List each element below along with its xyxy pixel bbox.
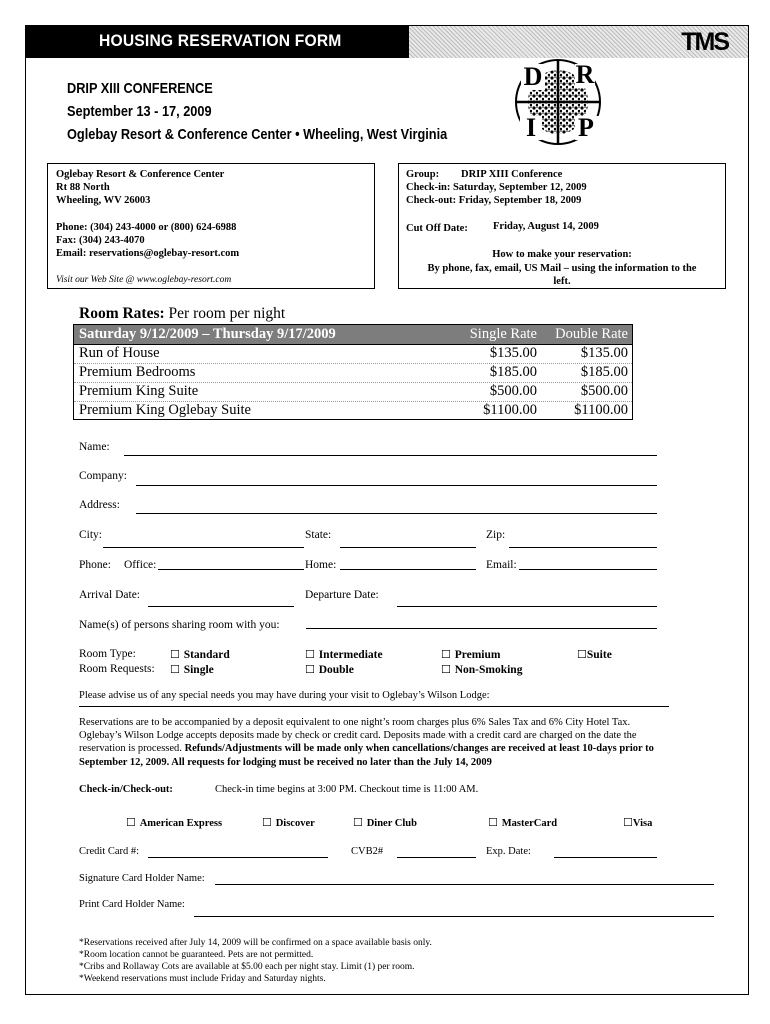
room-name: Premium Bedrooms [79,364,196,380]
room-type-premium[interactable]: ☐ Premium [441,648,501,661]
request-double[interactable]: ☐ Double [305,663,354,676]
note: *Room location cannot be guaranteed. Pets are not permitted. [79,950,314,960]
state-input[interactable] [340,547,476,548]
deposit-text-3: reservation is processed. Refunds/Adjustments will be made only when cancellations/changes are received at least 10-days prior to [79,743,654,754]
hotel-phone: Phone: (304) 243-4000 or (800) 624-6988 [56,222,237,233]
logo-letter-r: R [575,60,595,89]
departure-label: Departure Date: [305,589,379,601]
hotel-info-box [47,163,375,289]
rates-title: Room Rates: [79,305,165,322]
deposit-deadline: September 12, 2009. All requests for lodging must be received no later than the July 14, 2009 [79,757,492,768]
exp-date-label: Exp. Date: [486,846,531,857]
double-rate: $1100.00 [574,402,628,418]
special-needs-label: Please advise us of any special needs you may have during your visit to Oglebay’s Wilson Lodge: [79,690,490,701]
state-label: State: [305,529,332,541]
room-type-suite[interactable]: ☐Suite [577,648,612,661]
logo-letter-i: I [525,113,537,142]
checkbox-icon: ☐ [305,648,319,661]
double-rate-header: Double Rate [555,326,628,342]
room-type-label: Room Type: [79,648,136,660]
print-name-label: Print Card Holder Name: [79,899,185,910]
office-phone-label: Office: [124,559,157,571]
rates-header-row [74,325,632,345]
rates-table [73,324,633,420]
phone-label: Phone: [79,559,111,571]
sharing-input[interactable] [306,628,657,629]
cutoff-value: Friday, August 14, 2009 [493,221,599,232]
note: *Cribs and Rollaway Cots are available at $5.00 each per night stay. Limit (1) per room. [79,962,415,972]
special-needs-input[interactable] [79,706,669,707]
cutoff-label: Cut Off Date: [406,223,468,234]
checkbox-icon: ☐ [623,816,633,829]
group-value: DRIP XIII Conference [461,169,563,180]
logo-letter-d: D [523,62,543,91]
rate-row [74,382,632,401]
card-american-express[interactable]: ☐ American Express [126,816,223,829]
single-rate: $500.00 [489,383,537,399]
departure-input[interactable] [397,606,657,607]
request-non-smoking[interactable]: ☐ Non-Smoking [441,663,523,676]
card-mastercard[interactable]: ☐ MasterCard [488,816,558,829]
drip-logo-icon [508,58,608,146]
card-discover[interactable]: ☐ Discover [262,816,315,829]
name-input[interactable] [124,455,657,456]
double-rate: $185.00 [580,364,628,380]
city-input[interactable] [103,547,304,548]
checkin-checkout-text: Check-in time begins at 3:00 PM. Checkout time is 11:00 AM. [215,784,479,795]
card-diner-club[interactable]: ☐ Diner Club [353,816,417,829]
rates-subtitle: Per room per night [168,305,286,322]
zip-input[interactable] [509,547,657,548]
rate-row [74,344,632,363]
rate-row [74,401,632,420]
signature-label: Signature Card Holder Name: [79,873,205,884]
signature-input[interactable] [215,884,714,885]
checkbox-icon: ☐ [126,816,140,829]
conference-dates: September 13 - 17, 2009 [67,103,212,120]
office-phone-input[interactable] [158,569,304,570]
cvb2-input[interactable] [397,857,476,858]
room-name: Run of House [79,345,160,361]
zip-label: Zip: [486,529,506,541]
company-input[interactable] [136,485,657,486]
request-single[interactable]: ☐ Single [170,663,214,676]
checkbox-icon: ☐ [353,816,367,829]
checkin-date: Check-in: Saturday, September 12, 2009 [406,182,587,193]
brand-logo: TMS [681,28,728,56]
checkbox-icon: ☐ [262,816,276,829]
how-text-2: left. [553,276,571,287]
checkbox-icon: ☐ [441,648,455,661]
group-info-box [398,163,726,289]
hotel-email: Email: reservations@oglebay-resort.com [56,248,240,259]
double-rate: $135.00 [580,345,628,361]
hotel-fax: Fax: (304) 243-4070 [56,235,145,246]
card-visa[interactable]: ☐Visa [623,816,653,829]
room-type-standard[interactable]: ☐ Standard [170,648,230,661]
refund-policy: Refunds/Adjustments will be made only when cancellations/changes are received at least 10-days prior to [184,743,654,754]
arrival-label: Arrival Date: [79,589,140,601]
logo-letter-p: P [578,113,594,142]
single-rate: $185.00 [489,364,537,380]
checkbox-icon: ☐ [305,663,319,676]
checkin-checkout-label: Check-in/Check-out: [79,784,173,795]
checkbox-icon: ☐ [170,648,184,661]
title-bar [26,26,409,58]
credit-card-input[interactable] [148,857,328,858]
email-input[interactable] [519,569,657,570]
single-rate-header: Single Rate [469,326,537,342]
deposit-text-2: Oglebay’s Wilson Lodge accepts deposits made by check or credit card. Deposits made with a credit card are charged on the date the [79,730,637,741]
email-label: Email: [486,559,517,571]
hotel-city: Wheeling, WV 26003 [56,195,151,206]
form-title: HOUSING RESERVATION FORM [99,31,342,50]
note: *Reservations received after July 14, 2009 will be confirmed on a space available basis only. [79,938,432,948]
conference-venue: Oglebay Resort & Conference Center • Wheeling, West Virginia [67,126,448,143]
checkout-date: Check-out: Friday, September 18, 2009 [406,195,582,206]
address-input[interactable] [136,513,657,514]
how-title: How to make your reservation: [492,249,632,260]
brand-bar [409,26,748,58]
double-rate: $500.00 [580,383,628,399]
rates-date-range: Saturday 9/12/2009 – Thursday 9/17/2009 [79,326,336,342]
note: *Weekend reservations must include Friday and Saturday nights. [79,974,326,984]
checkbox-icon: ☐ [441,663,455,676]
room-name: Premium King Oglebay Suite [79,402,251,418]
checkbox-icon: ☐ [170,663,184,676]
group-label: Group: [406,169,440,180]
rates-heading [79,305,285,323]
hotel-name: Oglebay Resort & Conference Center [56,169,225,180]
room-requests-label: Room Requests: [79,663,155,675]
room-name: Premium King Suite [79,383,199,399]
company-label: Company: [79,470,127,482]
city-label: City: [79,529,103,541]
name-label: Name: [79,441,110,453]
how-text-1: By phone, fax, email, US Mail – using the information to the [427,263,697,274]
print-name-input[interactable] [194,916,714,917]
address-label: Address: [79,499,120,511]
home-phone-input[interactable] [340,569,476,570]
credit-card-label: Credit Card #: [79,846,140,857]
checkbox-icon: ☐ [577,648,587,661]
arrival-input[interactable] [148,606,294,607]
hotel-street: Rt 88 North [56,182,110,193]
conference-name: DRIP XIII CONFERENCE [67,80,213,97]
rate-row [74,363,632,382]
exp-date-input[interactable] [554,857,657,858]
room-type-intermediate[interactable]: ☐ Intermediate [305,648,383,661]
home-phone-label: Home: [305,559,337,571]
single-rate: $135.00 [489,345,537,361]
hotel-website[interactable]: Visit our Web Site @ www.oglebay-resort.com [56,275,232,285]
sharing-label: Name(s) of persons sharing room with you: [79,619,280,631]
cvb2-label: CVB2# [351,846,384,857]
single-rate: $1100.00 [483,402,537,418]
deposit-text-1: Reservations are to be accompanied by a deposit equivalent to one night’s room charges plus 6% Sales Tax and 6% City Hotel Tax. [79,717,631,728]
checkbox-icon: ☐ [488,816,502,829]
